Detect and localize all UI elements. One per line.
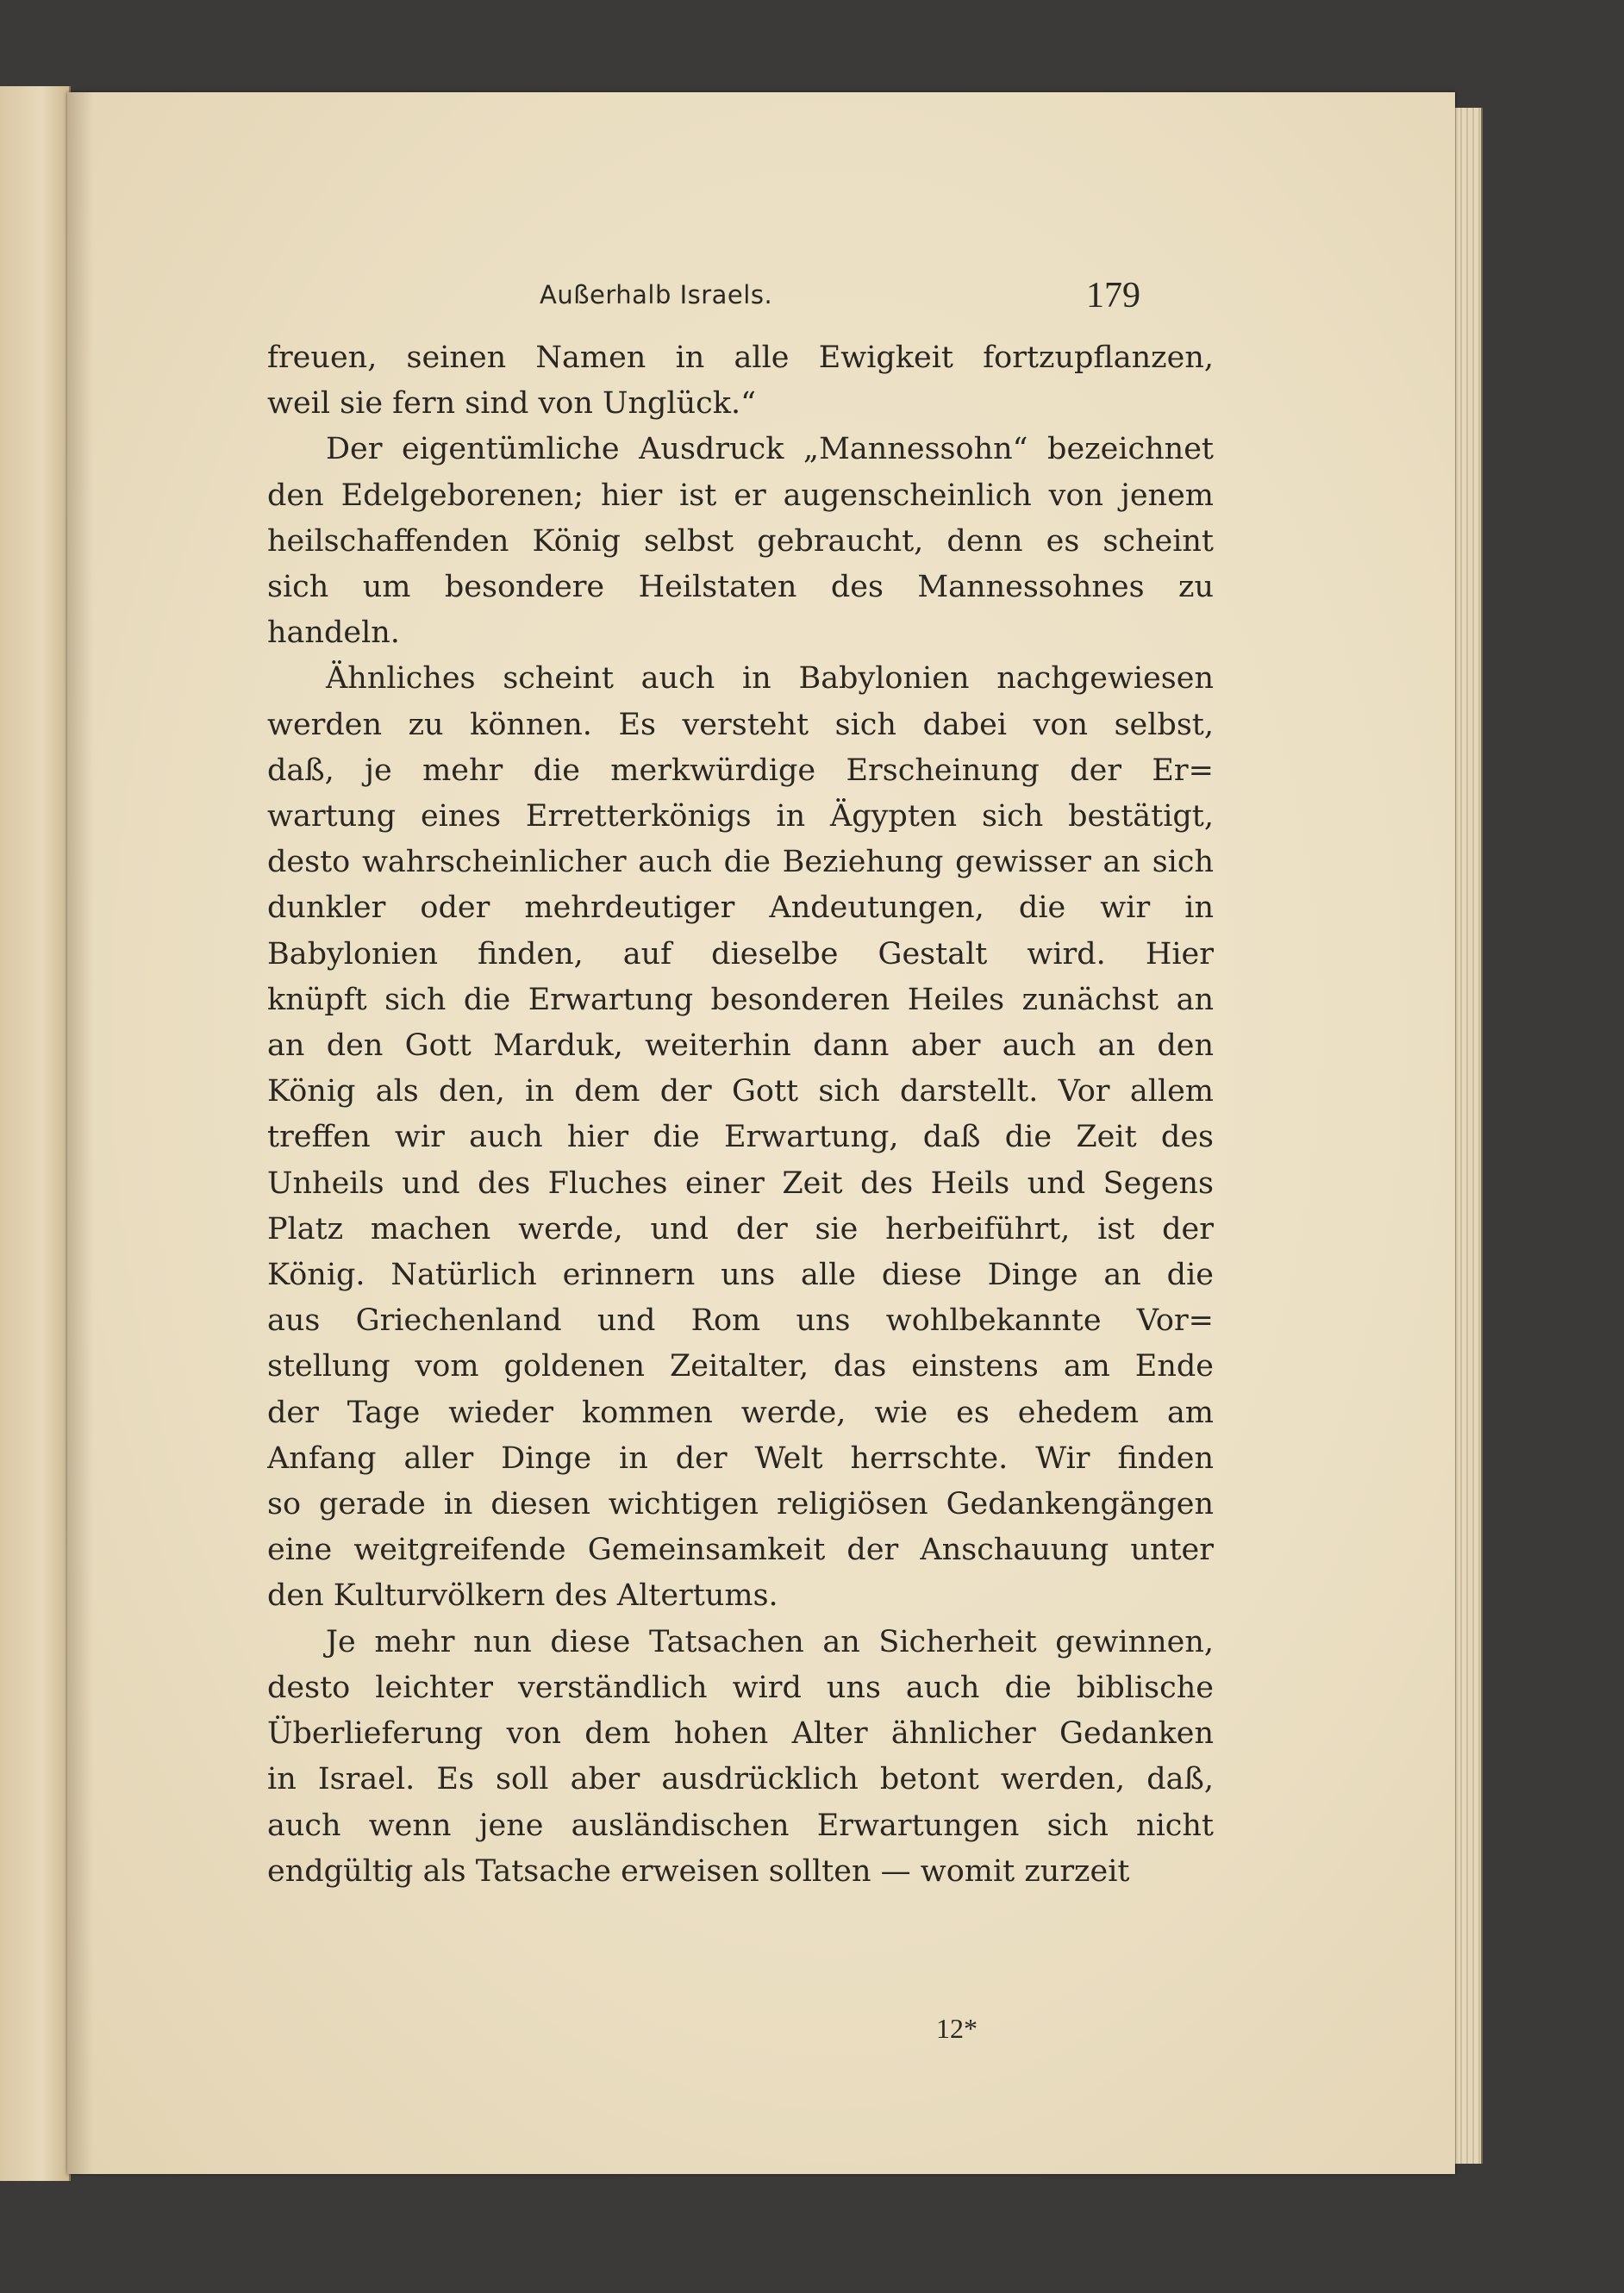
text-line: König. Natürlich erinnern uns alle diese Dinge an die — [267, 1258, 1214, 1293]
text-line: Überlieferung von dem hohen Alter ähnlicher Gedanken — [267, 1716, 1214, 1752]
text-line: Unheils und des Fluches einer Zeit des Heils und Segens — [267, 1165, 1214, 1201]
text-line: stellung vom goldenen Zeitalter, das einstens am Ende — [267, 1349, 1214, 1384]
text-line: aus Griechenland und Rom uns wohlbekannte Vor= — [267, 1303, 1214, 1339]
text-line: Platz machen werde, und der sie herbeiführt, ist der — [267, 1211, 1214, 1246]
text-line: freuen, seinen Namen in alle Ewigkeit fortzupflanzen, — [267, 341, 1214, 375]
text-line: in Israel. Es soll aber ausdrücklich betont werden, daß, — [267, 1762, 1214, 1797]
body-text — [267, 335, 1214, 1895]
gutter-shadow — [67, 92, 93, 2174]
paragraph — [267, 427, 1214, 656]
text-line: endgültig als Tatsache erweisen sollten — womit zurzeit — [267, 1853, 1130, 1889]
text-line: knüpft sich die Erwartung besonderen Heiles zunächst an — [267, 982, 1214, 1017]
text-line: Der eigentümliche Ausdruck „Mannessohn“ bezeichnet — [326, 432, 1214, 467]
text-line: werden zu können. Es versteht sich dabei von selbst, — [267, 707, 1214, 742]
text-line: König als den, in dem der Gott sich darstellt. Vor allem — [267, 1074, 1214, 1109]
text-line: so gerade in diesen wichtigen religiösen Gedankengängen — [267, 1487, 1214, 1522]
signature-mark: 12* — [936, 2013, 978, 2044]
text-line: heilschaffenden König selbst gebraucht, denn es scheint — [267, 523, 1214, 559]
text-line: den Edelgeborenen; hier ist er augenscheinlich von jenem — [267, 478, 1214, 513]
page-number: 179 — [1086, 276, 1140, 316]
running-title: Außerhalb Israels. — [540, 280, 773, 309]
text-line: an den Gott Marduk, weiterhin dann aber auch an den — [267, 1028, 1214, 1064]
text-line: den Kulturvölkern des Altertums. — [267, 1578, 778, 1614]
text-line: Ähnliches scheint auch in Babylonien nachgewiesen — [326, 661, 1214, 697]
text-line: weil sie fern sind von Unglück.“ — [267, 386, 756, 422]
text-line: der Tage wieder kommen werde, wie es ehedem am — [267, 1395, 1214, 1430]
text-line: desto wahrscheinlicher auch die Beziehung gewisser an sich — [267, 845, 1214, 880]
text-line: treffen wir auch hier die Erwartung, daß die Zeit des — [267, 1120, 1214, 1155]
text-line: handeln. — [267, 615, 400, 651]
text-line: daß, je mehr die merkwürdige Erscheinung der Er= — [267, 753, 1214, 788]
paragraph — [267, 1620, 1214, 1895]
text-line: eine weitgreifende Gemeinsamkeit der Anschauung unter — [267, 1533, 1214, 1568]
text-line: Anfang aller Dinge in der Welt herrschte. Wir finden — [267, 1440, 1214, 1476]
text-line: Je mehr nun diese Tatsachen an Sicherheit gewinnen, — [326, 1624, 1214, 1659]
text-line: wartung eines Erretterkönigs in Ägypten sich bestätigt, — [267, 799, 1214, 834]
running-head — [67, 276, 1455, 332]
paragraph — [267, 335, 1214, 427]
book-page — [67, 92, 1455, 2174]
previous-page-edge — [0, 86, 71, 2181]
text-line: desto leichter verständlich wird uns auch die biblische — [267, 1670, 1214, 1705]
text-line: dunkler oder mehrdeutiger Andeutungen, die wir in — [267, 890, 1214, 926]
text-line: Babylonien finden, auf dieselbe Gestalt wird. Hier — [267, 936, 1214, 972]
paragraph — [267, 656, 1214, 1619]
text-line: sich um besondere Heilstaten des Mannessohnes zu — [267, 570, 1214, 605]
text-line: auch wenn jene ausländischen Erwartungen sich nicht — [267, 1808, 1214, 1843]
